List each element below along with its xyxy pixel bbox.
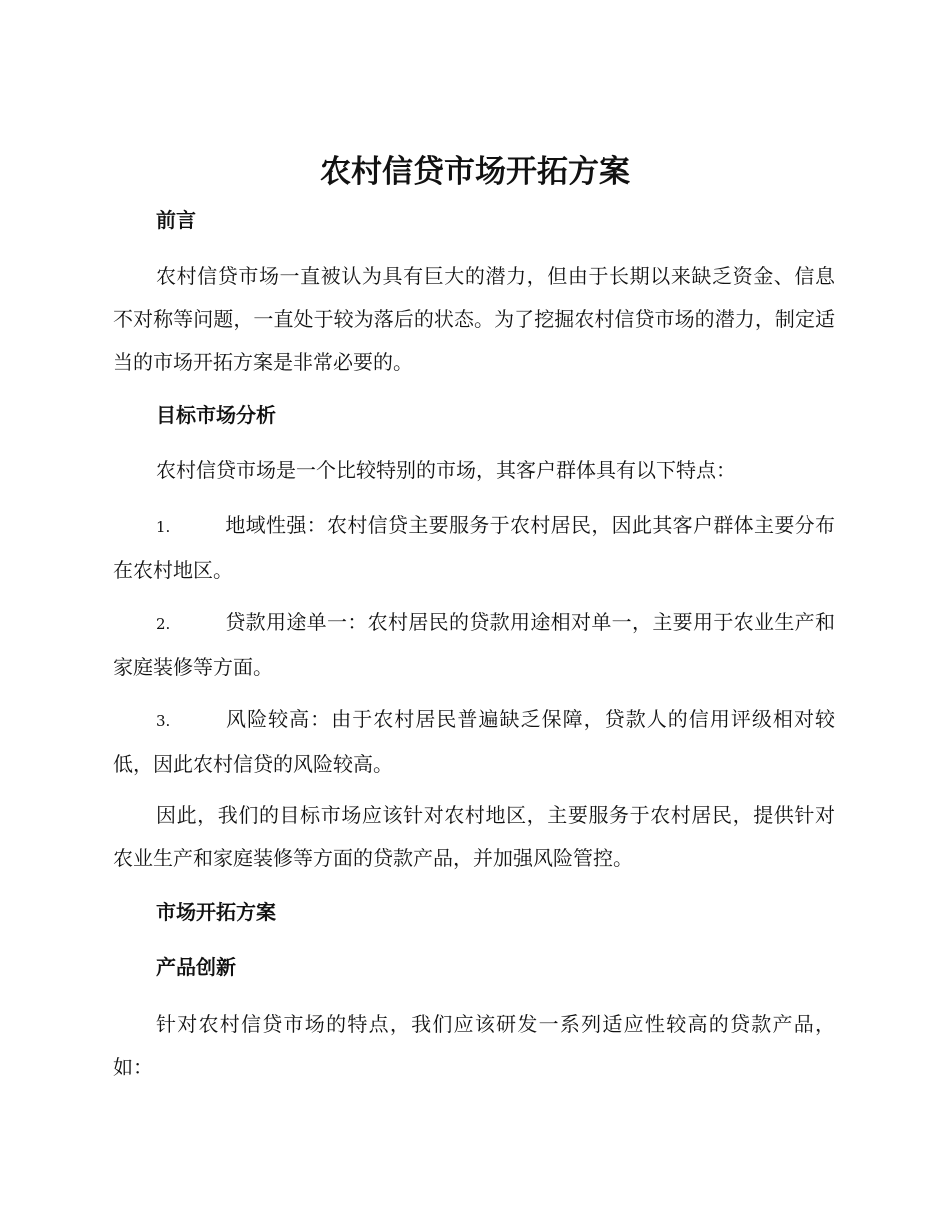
list-item-text: 风险较高：由于农村居民普遍缺乏保障，贷款人的信用评级相对较低，因此农村信贷的风险较高。	[113, 707, 835, 776]
list-item-feature-1	[113, 504, 835, 592]
paragraph-preface: 农村信贷市场一直被认为具有巨大的潜力，但由于长期以来缺乏资金、信息不对称等问题，一直处于较为落后的状态。为了挖掘农村信贷市场的潜力，制定适当的市场开拓方案是非常必要的。	[113, 264, 835, 374]
list-item-feature-3	[113, 698, 835, 786]
list-item-feature-2	[113, 601, 835, 689]
list-item-text: 贷款用途单一：农村居民的贷款用途相对单一，主要用于农业生产和家庭装修等方面。	[113, 610, 835, 679]
list-item-text: 地域性强：农村信贷主要服务于农村居民，因此其客户群体主要分布在农村地区。	[113, 513, 835, 582]
document-title: 农村信贷市场开拓方案	[320, 154, 630, 190]
heading-target-market: 目标市场分析	[156, 403, 276, 427]
heading-product-innovation: 产品创新	[156, 955, 236, 979]
paragraph-product: 针对农村信贷市场的特点，我们应该研发一系列适应性较高的贷款产品，如：	[113, 1012, 835, 1079]
paragraph-target-intro: 农村信贷市场是一个比较特别的市场，其客户群体具有以下特点：	[156, 458, 736, 482]
heading-market-plan: 市场开拓方案	[156, 900, 276, 924]
list-number: 2.	[156, 615, 171, 633]
paragraph-target-conclusion: 因此，我们的目标市场应该针对农村地区，主要服务于农村居民，提供针对农业生产和家庭装修等方面的贷款产品，并加强风险管控。	[113, 803, 835, 870]
list-number: 3.	[156, 712, 171, 730]
heading-preface: 前言	[156, 208, 196, 232]
list-number: 1.	[156, 518, 171, 536]
